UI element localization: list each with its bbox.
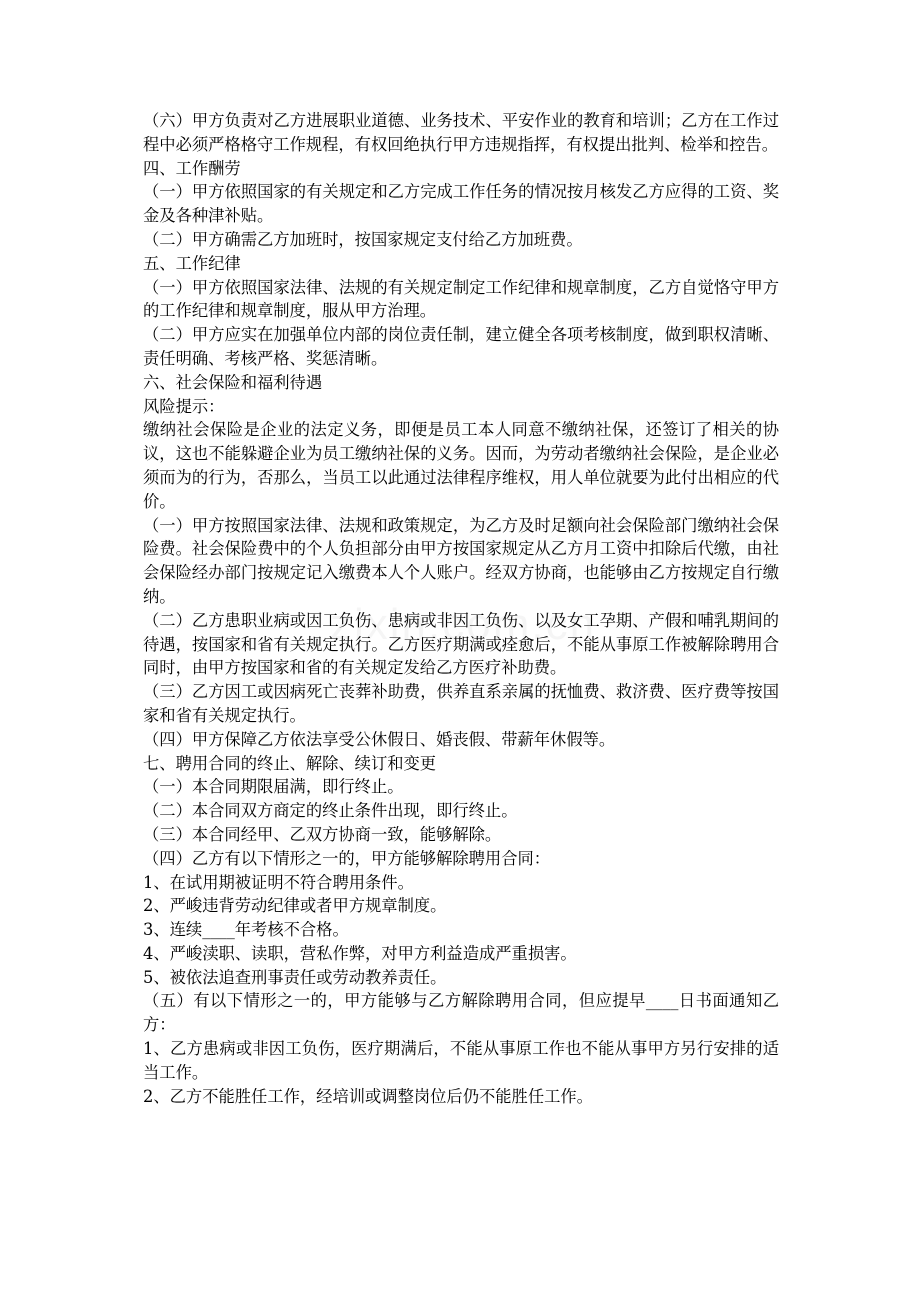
paragraph: （六）甲方负责对乙方进展职业道德、业务技术、平安作业的教育和培训；乙方在工作过程中必须严格格守工作规程，有权回绝执行甲方违规指挥，有权提出批判、检举和控告。 (143, 111, 779, 154)
paragraph: （一）本合同期限届满，即行终止。 (143, 777, 404, 797)
paragraph: （五）有以下情形之一的，甲方能够与乙方解除聘用合同，但应提早____日书面通知乙方： (143, 991, 779, 1035)
paragraph: （三）本合同经甲、乙双方协商一致，能够解除。 (143, 824, 502, 844)
paragraph: （二）甲方确需乙方加班时，按国家规定支付给乙方加班费。 (143, 229, 583, 249)
paragraph: （二）甲方应实在加强单位内部的岗位责任制，建立健全各项考核制度，做到职权清晰、责任明确、考核严格、奖惩清晰。 (143, 325, 779, 368)
paragraph: （一）甲方依照国家法律、法规的有关规定制定工作纪律和规章制度，乙方自觉恪守甲方的工作纪律和规章制度，服从甲方治理。 (143, 277, 779, 321)
paragraph: （四）甲方保障乙方依法享受公休假日、婚丧假、带薪年休假等。 (143, 729, 616, 749)
section-heading: 七、聘用合同的终止、解除、续订和变更 (143, 753, 437, 773)
paragraph: 2、严峻违背劳动纪律或者甲方规章制度。 (143, 896, 447, 916)
paragraph: 3、连续____年考核不合格。 (143, 920, 349, 940)
paragraph: （四）乙方有以下情形之一的，甲方能够解除聘用合同： (143, 848, 551, 868)
section-heading: 四、工作酬劳 (143, 158, 241, 178)
paragraph: 风险提示： (143, 396, 225, 416)
section-heading: 六、社会保险和福利待遇 (143, 372, 323, 392)
paragraph: 缴纳社会保险是企业的法定义务，即便是员工本人同意不缴纳社保，还签订了相关的协议，这也不能躲避企业为员工缴纳社保的义务。因而，为劳动者缴纳社会保险，是企业必须而为的行为，否那么，当员工以此通过法律程序维权，用人单位就要为此付出相应的代价。 (143, 420, 779, 511)
paragraph: （二）乙方患职业病或因工负伤、患病或非因工负伤、以及女工孕期、产假和哺乳期间的待遇，按国家和省有关规定执行。乙方医疗期满或痊愈后，不能从事原工作被解除聘用合同时，由甲方按国家和省的有关规定发给乙方医疗补助费。 (143, 610, 779, 678)
paragraph: 1、在试用期被证明不符合聘用条件。 (143, 872, 414, 892)
paragraph: 5、被依法追查刑事责任或劳动教养责任。 (143, 967, 447, 987)
paragraph: 1、乙方患病或非因工负伤，医疗期满后，不能从事原工作也不能从事甲方另行安排的适当工作。 (143, 1039, 779, 1082)
section-heading: 五、工作纪律 (143, 253, 241, 273)
paragraph: 2、乙方不能胜任工作，经培训或调整岗位后仍不能胜任工作。 (143, 1086, 593, 1106)
paragraph: （二）本合同双方商定的终止条件出现，即行终止。 (143, 801, 518, 821)
document-body (143, 109, 779, 1108)
paragraph: 4、严峻渎职、读职，营私作弊，对甲方利益造成严重损害。 (143, 943, 577, 963)
paragraph: （一）甲方依照国家的有关规定和乙方完成工作任务的情况按月核发乙方应得的工资、奖金及各种津补贴。 (143, 182, 779, 226)
paragraph: （三）乙方因工或因病死亡丧葬补助费，供养直系亲属的抚恤费、救济费、医疗费等按国家和省有关规定执行。 (143, 682, 779, 725)
paragraph: （一）甲方按照国家法律、法规和政策规定，为乙方及时足额向社会保险部门缴纳社会保险费。社会保险费中的个人负担部分由甲方按国家规定从乙方月工资中扣除后代缴，由社会保险经办部门按规定记入缴费本人个人账户。经双方协商，也能够由乙方按规定自行缴纳。 (143, 515, 779, 606)
